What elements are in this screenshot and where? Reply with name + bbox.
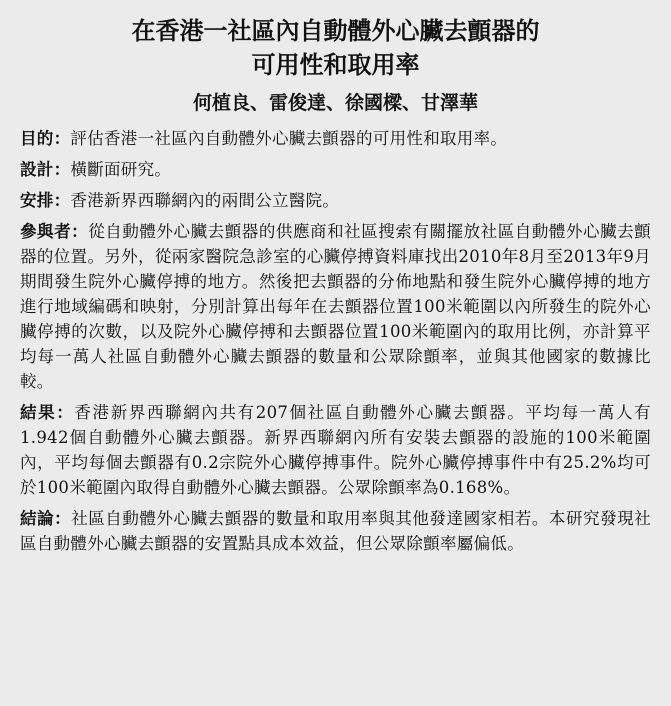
section-design bbox=[20, 157, 651, 182]
section-objective bbox=[20, 126, 651, 151]
section-label: 結果： bbox=[20, 403, 75, 422]
section-results bbox=[20, 400, 651, 500]
title-line-2: 可用性和取用率 bbox=[251, 51, 420, 79]
section-conclusion bbox=[20, 506, 651, 556]
section-label: 設計： bbox=[20, 160, 71, 179]
section-label: 目的： bbox=[20, 129, 71, 148]
section-text: 評估香港一社區內自動體外心臟去顫器的可用性和取用率。 bbox=[70, 129, 508, 148]
section-text: 社區自動體外心臟去顫器的數量和取用率與其他發達國家相若。本研究發現社區自動體外心臟去顫器的安置點具成本效益，但公眾除顫率屬偏低。 bbox=[20, 509, 651, 553]
section-label: 安排： bbox=[20, 191, 71, 210]
section-label: 結論： bbox=[20, 509, 72, 528]
section-text: 香港新界西聯網內共有207個社區自動體外心臟去顫器。平均每一萬人有1.942個自動體外心臟去顫器。新界西聯網內所有安裝去顫器的設施的100米範圍內，平均每個去顫器有0.2宗院外心臟停搏事件。院外心臟停搏事件中有25.2%均可於100米範圍內取得自動體外心臟去顫器。公眾除顫率為0.168%。 bbox=[20, 403, 651, 497]
section-text: 橫斷面研究。 bbox=[70, 160, 172, 179]
article-title bbox=[20, 14, 651, 82]
author-list: 何植良、雷俊達、徐國樑、甘澤華 bbox=[192, 92, 478, 114]
title-line-1: 在香港一社區內自動體外心臟去顫器的 bbox=[131, 17, 540, 45]
section-text: 香港新界西聯網內的兩間公立醫院。 bbox=[70, 191, 340, 210]
section-setting bbox=[20, 188, 651, 213]
section-text: 從自動體外心臟去顫器的供應商和社區搜索有關擺放社區自動體外心臟去顫器的位置。另外，從兩家醫院急診室的心臟停搏資料庫找出2010年8月至2013年9月期間發生院外心臟停搏的地方。然後把去顫器的分佈地點和發生院外心臟停搏的地方進行地域編碼和映射，分別計算出每年在去顫器位置100米範圍以內所發生的院外心臟停搏的次數，以及院外心臟停搏和去顫器位置100米範圍內的取用比例，亦計算平均每一萬人社區自動體外心臟去顫器的數量和公眾除顫率，並與其他國家的數據比較。 bbox=[20, 222, 651, 391]
section-label: 參與者： bbox=[20, 222, 89, 241]
section-participants bbox=[20, 219, 651, 394]
